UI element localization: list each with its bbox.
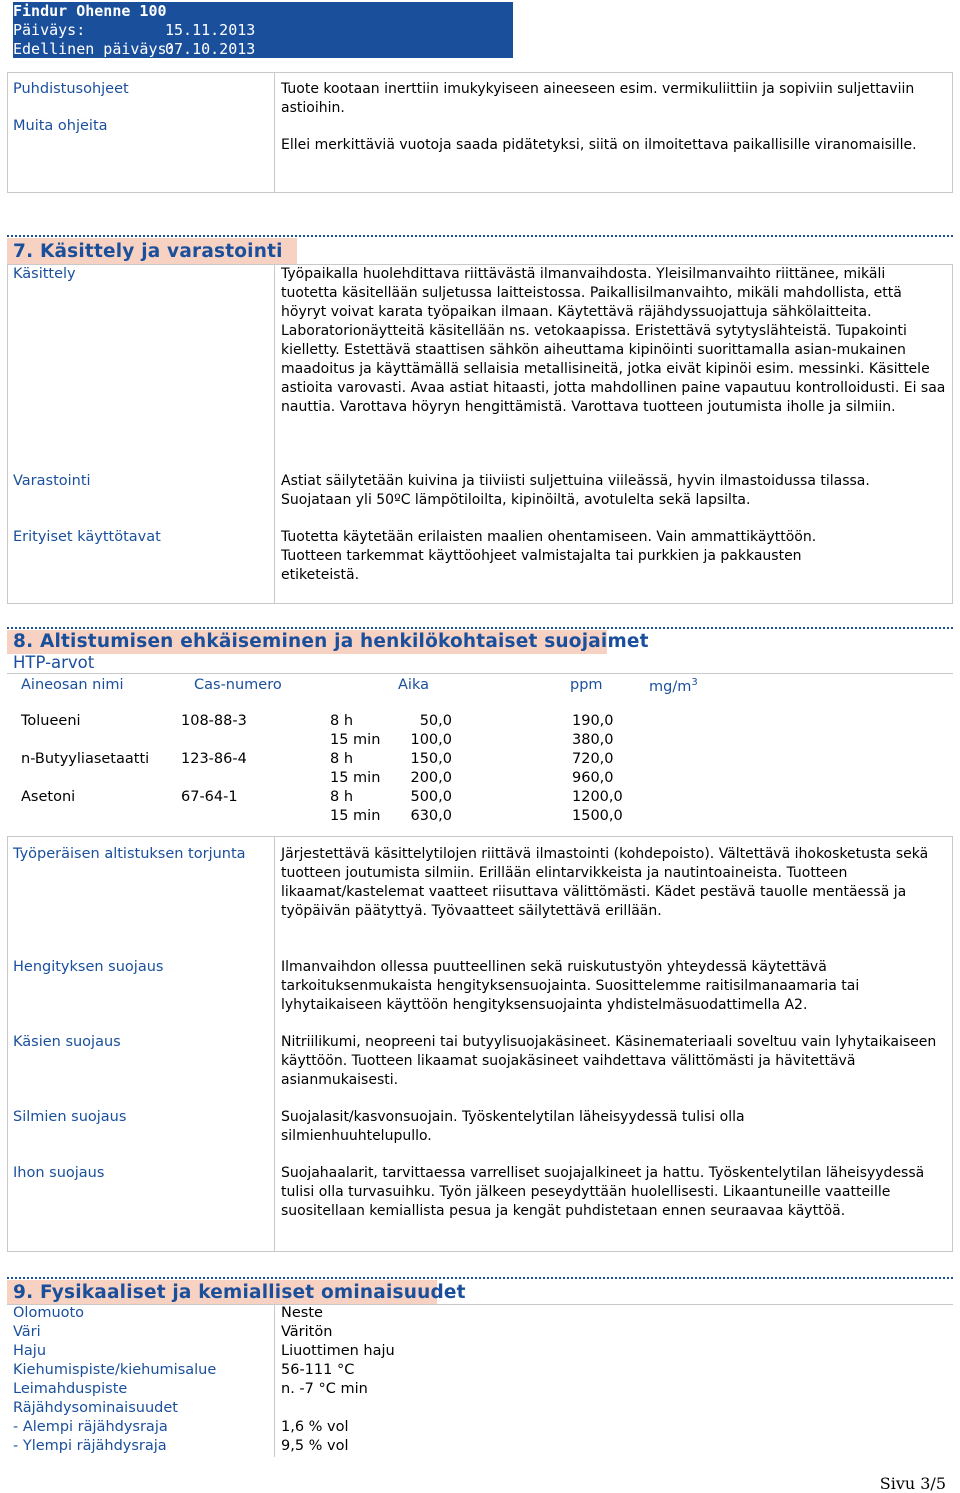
property-value: 1,6 % vol xyxy=(281,1419,349,1435)
section8-title: 8. Altistumisen ehkäiseminen ja henkilökohtaiset suojaimet xyxy=(13,631,649,652)
col-header-mg-unit: mg/m xyxy=(649,678,692,695)
page-number: Sivu 3/5 xyxy=(879,1474,946,1493)
cleaning-text: Tuote kootaan inerttiin imukykyiseen aineeseen esim. vermikuliittiin ja sopiviin suljettaviin astioihin. xyxy=(281,81,915,116)
table-row-name: Tolueeni xyxy=(21,713,81,729)
table-row-ppm: 200,0 xyxy=(410,770,452,786)
storage-text-line-a: Astiat säilytetään kuivina ja tiiviisti suljettuina viileässä, hyvin ilmastoidussa tilassa. xyxy=(281,473,870,489)
htp-rule xyxy=(7,673,953,674)
date-value: 15.11.2013 xyxy=(165,21,256,39)
hand-protection-text: Nitriilikumi, neopreeni tai butyylisuojakäsineet. Käsinemateriaali soveltuu vain lyhytaikaiseen käyttöön. Tuotteen likaamat suojakäsineet vaihdettava välittömästi ja hävitettävä asianmukaisesti. xyxy=(281,1034,937,1088)
property-label: Väri xyxy=(13,1324,41,1340)
special-uses-text: Tuotetta käytetään erilaisten maalien ohentamiseen. Vain ammattikäyttöön. Tuotteen tarkemmat käyttöohjeet valmistajalta tai purkkien ja pakkausten etiketeistä. xyxy=(281,529,817,583)
table-row-ppm: 500,0 xyxy=(410,789,452,805)
exposure-control-text: Järjestettävä käsittelytilojen riittävä ilmastointi (kohdepoisto). Vältettävä ihokosketusta sekä tuotteen joutumista silmiin. Erillään elintarvikkeista ja nautintoaineista. Tuotteen likaamat/kastelemat vaatteet riisuttava välittömästi. Kädet pestävä tauolle mentäessä ja työpäivän päätyttyä. Työvaatteet säilytettävä erillään. xyxy=(281,846,929,919)
table-row-name: n-Butyyliasetaatti xyxy=(21,751,150,767)
col-header-cas: Cas-numero xyxy=(194,677,282,693)
table-row-mg: 380,0 xyxy=(572,732,614,748)
col-header-mg-exponent: 3 xyxy=(691,677,698,688)
storage-label: Varastointi xyxy=(13,473,91,489)
property-label: Olomuoto xyxy=(13,1305,85,1321)
special-uses-label: Erityiset käyttötavat xyxy=(13,529,161,545)
product-title: Findur Ohenne 100 xyxy=(13,2,167,20)
skin-protection-text: Suojahaalarit, tarvittaessa varrelliset suojajalkineet ja hattu. Työskentelytilan läheisyydessä tulisi olla turvasuihku. Työn jälkeen peseydyttään huolellisesti. Likaantuneille vaatteille suositellaan kemiallista pesua ja kengät puhdistetaan ennen seuraavaa käyttöä. xyxy=(281,1165,925,1219)
col-header-name: Aineosan nimi xyxy=(21,677,124,693)
handling-label: Käsittely xyxy=(13,266,76,282)
property-value: n. -7 °C min xyxy=(281,1381,368,1397)
exposure-control-label: Työperäisen altistuksen torjunta xyxy=(13,846,246,862)
skin-protection-label: Ihon suojaus xyxy=(13,1165,105,1181)
property-value: 56-111 °C xyxy=(281,1362,355,1378)
table-row-time: 8 h xyxy=(330,751,354,767)
hand-protection-label: Käsien suojaus xyxy=(13,1034,121,1050)
eye-protection-label: Silmien suojaus xyxy=(13,1109,127,1125)
other-instructions-text: Ellei merkittäviä vuotoja saada pidätetyksi, siitä on ilmoitettava paikallisille viranomaisille. xyxy=(281,137,917,153)
other-instructions-label: Muita ohjeita xyxy=(13,118,108,134)
date-label: Päiväys: xyxy=(13,21,86,39)
table-row-time: 8 h xyxy=(330,789,354,805)
protection-divider xyxy=(274,836,275,1252)
respiratory-protection-text: Ilmanvaihdon ollessa puutteellinen sekä ruiskutustyön yhteydessä käytettävä tarkoituksenmukaista hengityksensuojainta. Suosittelemme raitisilmanaamaria tai lyhytaikaiseen käyttöön hengityksensuojainta yhdistelmäsuodattimella A2. xyxy=(281,959,860,1013)
previous-date-label: Edellinen päiväys: xyxy=(13,40,176,58)
section9-rule xyxy=(7,1304,953,1305)
section7-divider xyxy=(274,264,275,604)
storage-text-line-b: Suojataan yli 50ºC lämpötiloilta, kipinöiltä, avotulelta sekä lapsilta. xyxy=(281,492,751,508)
table-row-name: Asetoni xyxy=(21,789,76,805)
col-header-ppm: ppm xyxy=(570,677,603,693)
col-header-mg xyxy=(649,677,698,695)
property-label: Leimahduspiste xyxy=(13,1381,128,1397)
table-row-cas: 123-86-4 xyxy=(181,751,247,767)
cleaning-divider xyxy=(274,72,275,193)
section8-top-rule xyxy=(7,627,953,629)
section7-title: 7. Käsittely ja varastointi xyxy=(13,241,283,262)
property-value: Liuottimen haju xyxy=(281,1343,395,1359)
cleaning-label: Puhdistusohjeet xyxy=(13,81,129,97)
table-row-ppm: 630,0 xyxy=(410,808,452,824)
section9-divider xyxy=(274,1304,275,1457)
table-row-mg: 720,0 xyxy=(572,751,614,767)
document-header xyxy=(13,2,513,58)
previous-date-value: 07.10.2013 xyxy=(165,40,256,58)
storage-text xyxy=(281,472,946,510)
table-row-cas: 67-64-1 xyxy=(181,789,238,805)
table-row-mg: 1500,0 xyxy=(572,808,623,824)
table-row-mg: 960,0 xyxy=(572,770,614,786)
section9-top-rule xyxy=(7,1277,953,1279)
eye-protection-text: Suojalasit/kasvonsuojain. Työskentelytilan läheisyydessä tulisi olla silmienhuuhtelupullo. xyxy=(281,1109,745,1144)
property-label: Räjähdysominaisuudet xyxy=(13,1400,178,1416)
table-row-time: 15 min xyxy=(330,808,381,824)
handling-text: Työpaikalla huolehdittava riittävästä ilmanvaihdosta. Yleisilmanvaihto riittänee, mikäli tuotetta käsitellään suljetussa laitteistossa. Paikallisilmanvaihto, mikäli mahdollista, että höyryt voivat karata työpaikan ilmaan. Käytettävä räjähdyssuojattuja sähkölaitteita. Laboratorionäytteitä käsitellään ns. vetokaapissa. Eristettävä sytytyslähteistä. Tupakointi kielletty. Estettävä staattisen sähkön aiheuttama kipinöinti suorittamalla asian-mukainen maadoitus ja käyttämällä sellaisia metallisineitä, jotka eivät kipinöi esim. messinki. Käsittele astioita varovasti. Avaa astiat hitaasti, jotta mahdollinen paine vapautuu kontrolloidusti. Ei saa nauttia. Varottava höyryn hengittämistä. Varottava tuotteen joutumista iholle ja silmiin. xyxy=(281,266,946,415)
property-label: Haju xyxy=(13,1343,47,1359)
table-row-time: 8 h xyxy=(330,713,354,729)
col-header-time: Aika xyxy=(398,677,429,693)
property-label: - Ylempi räjähdysraja xyxy=(13,1438,167,1454)
table-row-ppm: 100,0 xyxy=(410,732,452,748)
table-row-ppm: 150,0 xyxy=(410,751,452,767)
section9-title: 9. Fysikaaliset ja kemialliset ominaisuudet xyxy=(13,1282,466,1303)
table-row-cas: 108-88-3 xyxy=(181,713,247,729)
respiratory-protection-label: Hengityksen suojaus xyxy=(13,959,164,975)
section7-top-rule xyxy=(7,235,953,237)
date-row xyxy=(13,21,255,39)
property-value: Neste xyxy=(281,1305,323,1321)
previous-date-row xyxy=(13,40,255,58)
table-row-ppm: 50,0 xyxy=(419,713,452,729)
property-label: - Alempi räjähdysraja xyxy=(13,1419,168,1435)
htp-title: HTP-arvot xyxy=(13,653,95,672)
table-row-mg: 1200,0 xyxy=(572,789,623,805)
property-value: 9,5 % vol xyxy=(281,1438,349,1454)
property-label: Kiehumispiste/kiehumisalue xyxy=(13,1362,217,1378)
table-row-time: 15 min xyxy=(330,770,381,786)
table-row-mg: 190,0 xyxy=(572,713,614,729)
property-value: Väritön xyxy=(281,1324,333,1340)
table-row-time: 15 min xyxy=(330,732,381,748)
